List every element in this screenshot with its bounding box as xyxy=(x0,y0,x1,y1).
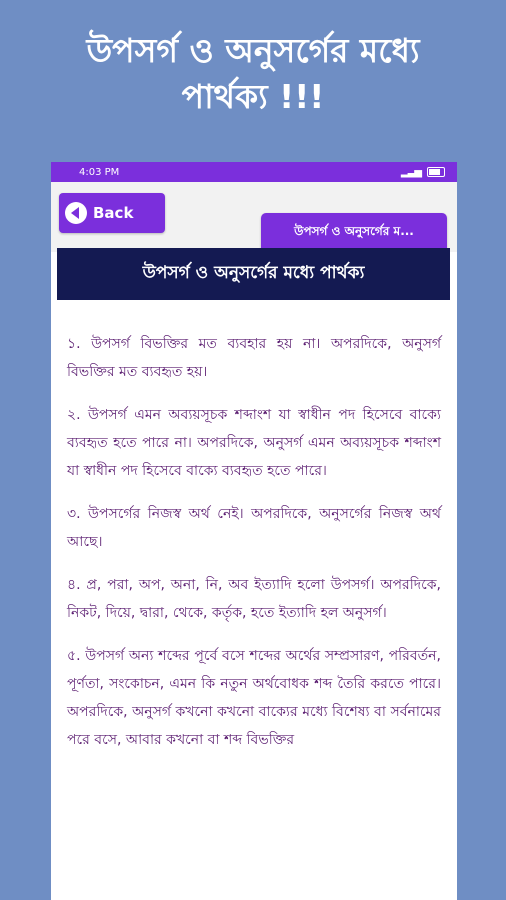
status-icons xyxy=(401,167,445,178)
status-bar xyxy=(51,162,457,182)
paragraph-1: ১. উপসর্গ বিভক্তির মত ব্যবহার হয় না। অপরদিকে, অনুসর্গ বিভক্তির মত ব্যবহৃত হয়। xyxy=(67,336,441,380)
promo-title: উপসর্গ ও অনুসর্গের মধ্যে পার্থক্য !!! xyxy=(86,31,420,116)
section-title: উপসর্গ ও অনুসর্গের মধ্যে পার্থক্য xyxy=(57,248,450,300)
signal-icon: ▂▃▅ xyxy=(400,166,421,178)
toolbar xyxy=(51,182,457,252)
paragraph-5: ৫. উপসর্গ অন্য শব্দের পূর্বে বসে শব্দের অর্থের সম্প্রসারণ, পরিবর্তন, পূর্ণতা, সংকোচন, এমন কি নতুন অর্থবোধক শব্দ তৈরি করতে পারে। অপরদিকে, অনুসর্গ কখনো কখনো বাক্যের মধ্যে বিশেষ্য বা সর্বনামের পরে বসে, আবার কখনো বা শব্দ বিভক্তির xyxy=(67,648,441,748)
paragraph-2: ২. উপসর্গ এমন অব্যয়সূচক শব্দাংশ যা স্বাধীন পদ হিসেবে বাক্যে ব্যবহৃত হতে পারে না। অপরদিকে, অনুসর্গ এমন অব্যয়সূচক শব্দাংশ যা স্বাধীন পদ হিসেবে বাক্যে ব্যবহৃত হতে পারে। xyxy=(67,407,441,479)
paragraph-3: ৩. উপসর্গের নিজস্ব অর্থ নেই। অপরদিকে, অনুসর্গের নিজস্ব অর্থ আছে। xyxy=(67,506,441,550)
back-button[interactable] xyxy=(59,193,165,233)
back-label: Back xyxy=(93,204,134,222)
paragraph-4: ৪. প্র, পরা, অপ, অনা, নি, অব ইত্যাদি হলো উপসর্গ। অপরদিকে, নিকট, দিয়ে, দ্বারা, থেকে, কর্তৃক, হতে ইত্যাদি হল অনুসর্গ। xyxy=(67,577,441,621)
battery-icon xyxy=(427,167,445,177)
back-arrow-icon xyxy=(65,202,87,224)
status-time: 4:03 PM xyxy=(79,166,120,178)
content-body xyxy=(67,330,441,769)
phone-screen xyxy=(51,162,457,900)
title-chip[interactable]: উপসর্গ ও অনুসর্গের ম... xyxy=(261,213,447,253)
